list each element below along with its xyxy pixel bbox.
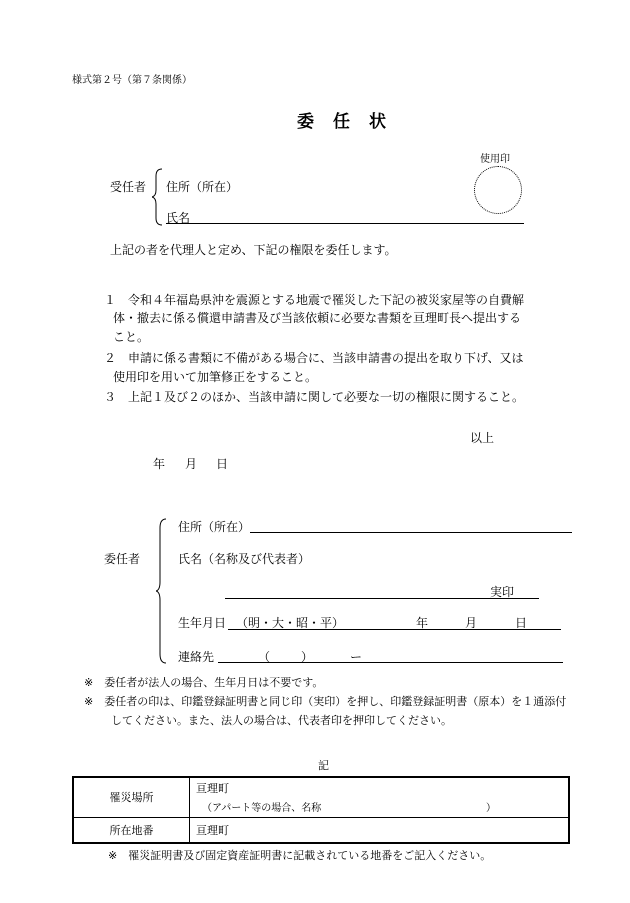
birth-year: 年 [416,616,429,630]
date-year: 年 [153,457,166,471]
contact-dash: ー [350,650,363,664]
row1-label-cell [73,777,190,817]
birth-day: 日 [515,616,528,630]
contact-open-paren: （ [258,650,271,664]
row1-value-cell[interactable] [190,777,570,817]
item-1-line-3: こと。 [113,330,150,344]
delegator-label: 委任者 [104,552,141,566]
item-2-line-1: ２ 申請に係る書類に不備がある場合に、当該申請書の提出を取り下げ、又は [104,351,524,365]
delegator-seal-label: 実印 [490,585,515,599]
ki-label: 記 [318,759,329,772]
note-2-line-1: ※ 委任者の印は、印鑑登録証明書と同じ印（実印）を押し、印鑑登録証明書（原本）を１通添付 [84,695,567,708]
contact-close-paren: ） [301,650,314,664]
item-2-line-2: 使用印を用いて加筆修正をすること。 [113,370,318,384]
contact-label: 連絡先 [178,650,215,664]
note-2-line-2: してください。また、法人の場合は、代表者印を押印してください。 [111,714,452,727]
item-1-line-1: １ 令和４年福島県沖を震源とする地震で罹災した下記の被災家屋等の自費解 [104,293,525,307]
row2-label-cell [73,817,190,843]
delegator-address-label: 住所（所在） [178,520,251,534]
row1-sub-close: ） [486,803,496,815]
form-number: 様式第２号（第７条関係） [72,75,192,86]
birth-line [228,629,561,630]
birth-eras: （明・大・昭・平） [236,616,345,630]
delegator-name-line [225,598,539,599]
row1-sub [196,799,562,814]
receiver-name-label: 氏名 [166,211,191,225]
item-3: ３ 上記１及び２のほか、当該申請に関して必要な一切の権限に関すること。 [104,390,525,404]
contact-line [218,662,563,663]
date-month: 月 [185,457,198,471]
delegator-brace [156,518,168,664]
item-1-line-2: 体・撤去に係る償還申請書及び当該依頼に必要な書類を亘理町長へ提出する [113,311,522,325]
birth-label: 生年月日 [178,616,227,630]
row1-value: 亘理町 [196,782,229,796]
row1-sub-text: （アパート等の場合、名称 [202,803,322,815]
page-title: 委 任 状 [297,112,387,132]
seal-circle [474,166,522,214]
delegation-sentence: 上記の者を代理人と定め、下記の権限を委任します。 [110,243,397,257]
date-day: 日 [216,457,229,471]
birth-month: 月 [465,616,478,630]
delegator-address-line [250,532,572,533]
delegator-name-label: 氏名（名称及び代表者） [178,552,311,566]
ijou-label: 以上 [470,431,495,445]
disaster-place-table [72,776,570,844]
footer-note: ※ 罹災証明書及び固定資産証明書に記載されている地番をご記入ください。 [108,849,492,862]
row2-value: 亘理町 [196,823,229,837]
seal-label: 使用印 [480,154,510,165]
receiver-address-label: 住所（所在） [166,180,239,194]
row1-label: 罹災場所 [109,791,154,805]
note-1: ※ 委任者が法人の場合、生年月日は不要です。 [84,676,324,689]
receiver-name-line [166,223,524,224]
receiver-brace [152,168,164,226]
row2-value-cell[interactable] [190,817,570,843]
receiver-label: 受任者 [110,180,147,194]
row2-label: 所在地番 [109,823,154,837]
